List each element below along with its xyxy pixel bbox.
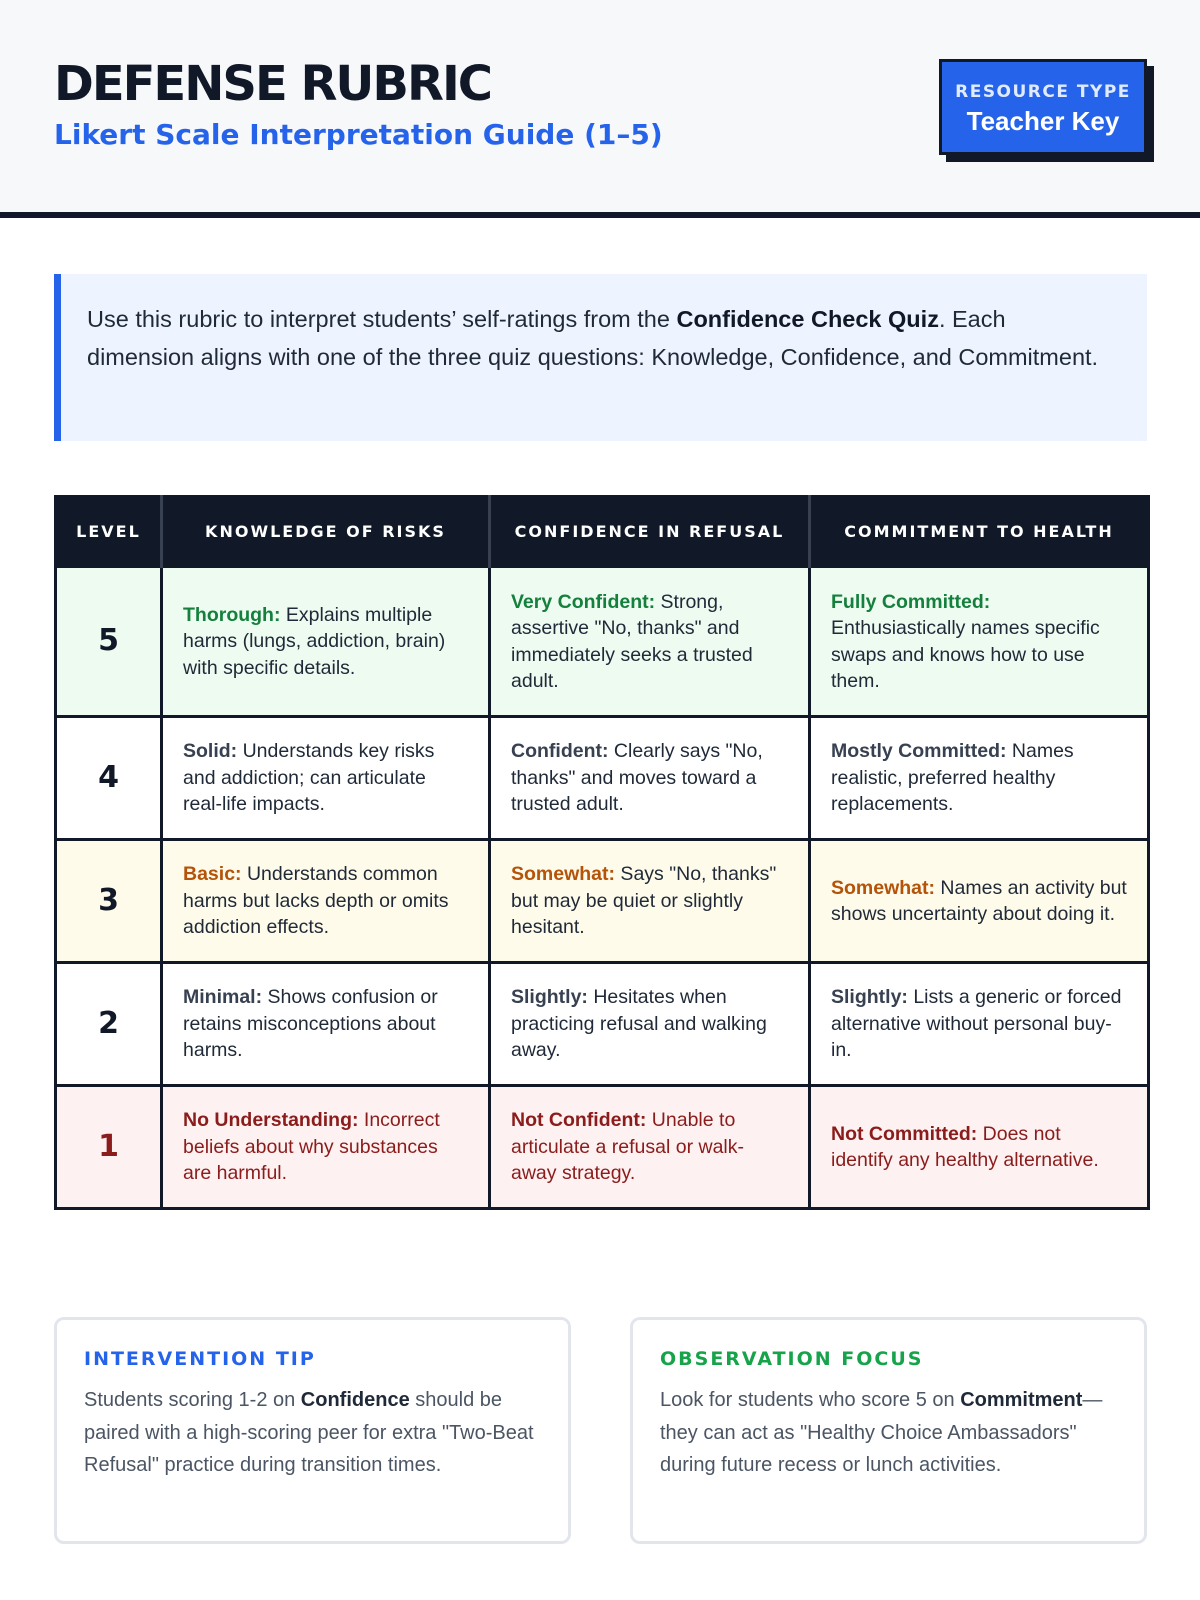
header-commitment: COMMITMENT TO HEALTH [810, 497, 1149, 567]
descriptor-text: Explains multiple harms (lungs, addiction, brain) with specific details. [183, 603, 446, 679]
tip-text-end: should be paired with a high-scoring peer for extra "Two-Beat Refusal" practice during transition times. [84, 1389, 534, 1476]
commitment-cell [810, 1086, 1149, 1209]
focus-text-end: —they can act as "Healthy Choice Ambassadors" during future recess or lunch activities. [660, 1389, 1103, 1476]
descriptor-key: Somewhat: [831, 876, 936, 899]
knowledge-cell [162, 567, 490, 717]
descriptor-key: Minimal: [183, 986, 263, 1009]
confidence-cell [490, 840, 810, 963]
descriptor-key: Mostly Committed: [831, 740, 1007, 763]
descriptor-text: Hesitates when practicing refusal and walking away. [511, 986, 767, 1062]
tip-text-start: Students scoring 1-2 on [84, 1389, 301, 1411]
descriptor-text: Does not identify any healthy alternative. [831, 1122, 1099, 1171]
observation-focus-card [630, 1317, 1147, 1544]
table-row [56, 567, 1149, 717]
descriptor-text: Names realistic, preferred healthy replacements. [831, 740, 1074, 816]
descriptor-key: Slightly: [511, 986, 588, 1009]
confidence-cell [490, 717, 810, 840]
descriptor-key: Not Confident: [511, 1109, 647, 1132]
header-confidence: CONFIDENCE IN REFUSAL [490, 497, 810, 567]
descriptor-key: Thorough: [183, 603, 281, 626]
table-row [56, 1086, 1149, 1209]
commitment-cell [810, 717, 1149, 840]
descriptor-key: Basic: [183, 863, 242, 886]
descriptor-text: Names an activity but shows uncertainty about doing it. [831, 876, 1127, 925]
level-cell: 4 [56, 717, 162, 840]
descriptor-text: Strong, assertive "No, thanks" and immediately seeks a trusted adult. [511, 590, 753, 692]
level-cell: 3 [56, 840, 162, 963]
header-level: LEVEL [56, 497, 162, 567]
commitment-cell [810, 963, 1149, 1086]
commitment-cell [810, 567, 1149, 717]
confidence-cell [490, 963, 810, 1086]
intervention-tip-body [84, 1384, 542, 1482]
descriptor-key: Solid: [183, 740, 238, 763]
badge-label: RESOURCE TYPE [955, 82, 1131, 102]
knowledge-cell [162, 840, 490, 963]
knowledge-cell [162, 717, 490, 840]
table-header-row [56, 497, 1149, 567]
table-row [56, 963, 1149, 1086]
observation-focus-title: OBSERVATION FOCUS [660, 1348, 924, 1370]
intervention-tip-card [54, 1317, 571, 1544]
resource-type-badge [939, 59, 1147, 155]
descriptor-text: Says "No, thanks" but may be quiet or slightly hesitant. [511, 863, 777, 939]
descriptor-text: Clearly says "No, thanks" and moves toward a trusted adult. [511, 740, 763, 816]
commitment-cell [810, 840, 1149, 963]
intro-text-end: . Each dimension aligns with one of the three quiz questions: Knowledge, Confidence, and Commitment. [87, 306, 1099, 370]
tip-emphasis: Confidence [300, 1389, 410, 1411]
descriptor-text: Understands key risks and addiction; can articulate real-life impacts. [183, 740, 435, 816]
page-title: DEFENSE RUBRIC [54, 56, 492, 112]
table-row [56, 840, 1149, 963]
focus-text-start: Look for students who score 5 on [660, 1389, 961, 1411]
level-cell: 1 [56, 1086, 162, 1209]
level-cell: 2 [56, 963, 162, 1086]
intro-callout [54, 274, 1147, 441]
page-subtitle: Likert Scale Interpretation Guide (1–5) [54, 118, 663, 151]
descriptor-key: Slightly: [831, 986, 908, 1009]
descriptor-text: Lists a generic or forced alternative without personal buy-in. [831, 986, 1122, 1062]
page-header [0, 0, 1200, 218]
descriptor-key: Very Confident: [511, 590, 656, 613]
descriptor-text: Unable to articulate a refusal or walk-away strategy. [511, 1109, 745, 1185]
level-cell: 5 [56, 567, 162, 717]
focus-emphasis: Commitment [960, 1389, 1083, 1411]
observation-focus-body [660, 1384, 1118, 1482]
badge-value: Teacher Key [966, 106, 1120, 136]
intro-text-start: Use this rubric to interpret students’ self-ratings from the [87, 306, 677, 332]
descriptor-text: Enthusiastically names specific swaps and knows how to use them. [831, 617, 1100, 692]
intro-quiz-name: Confidence Check Quiz [676, 306, 939, 332]
knowledge-cell [162, 1086, 490, 1209]
descriptor-key: Fully Committed: [831, 590, 991, 613]
descriptor-key: Not Committed: [831, 1122, 978, 1145]
descriptor-text: Understands common harms but lacks depth or omits addiction effects. [183, 863, 449, 939]
descriptor-key: No Understanding: [183, 1109, 359, 1132]
descriptor-key: Confident: [511, 740, 609, 763]
header-knowledge: KNOWLEDGE OF RISKS [162, 497, 490, 567]
rubric-table [54, 495, 1150, 1210]
intervention-tip-title: INTERVENTION TIP [84, 1348, 316, 1370]
descriptor-key: Somewhat: [511, 863, 616, 886]
confidence-cell [490, 1086, 810, 1209]
table-row [56, 717, 1149, 840]
confidence-cell [490, 567, 810, 717]
descriptor-text: Shows confusion or retains misconceptions about harms. [183, 986, 438, 1062]
knowledge-cell [162, 963, 490, 1086]
descriptor-text: Incorrect beliefs about why substances are harmful. [183, 1109, 440, 1185]
